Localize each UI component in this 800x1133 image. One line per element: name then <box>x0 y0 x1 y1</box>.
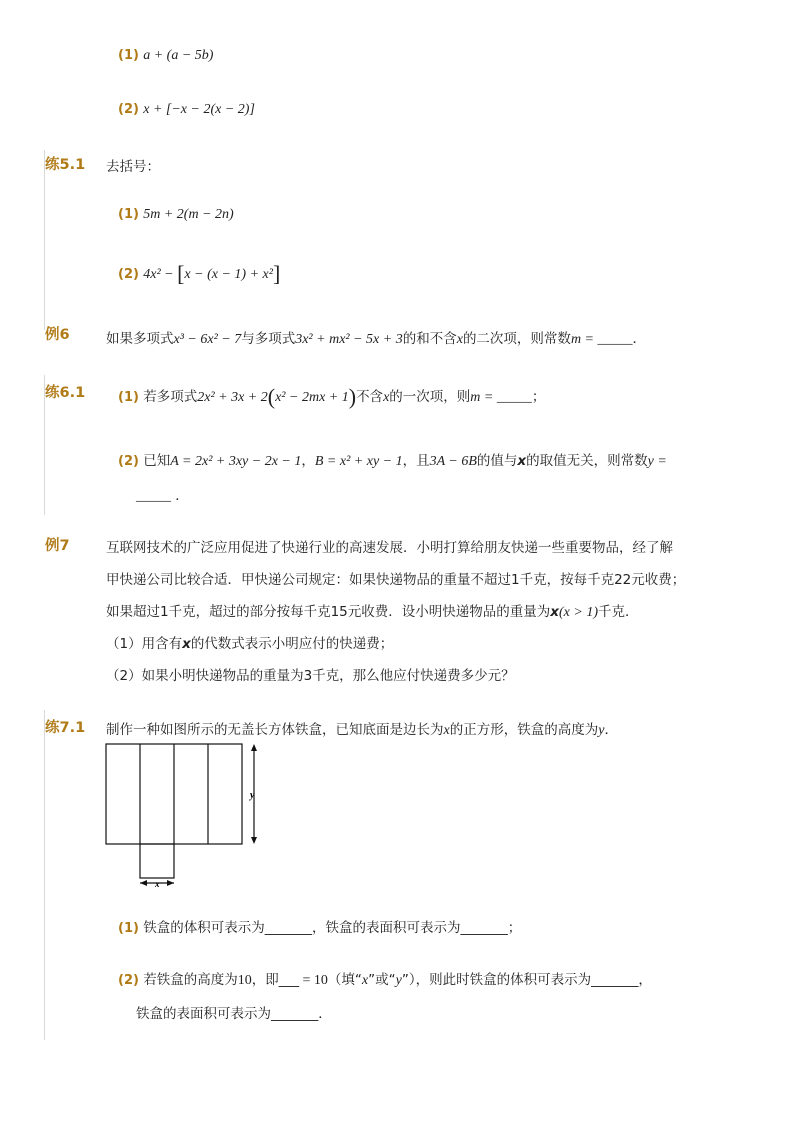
text: （填“ <box>327 972 362 988</box>
left-paren: ( <box>267 384 276 409</box>
exercise-label: 练7.1 <box>45 720 86 736</box>
answer-blank: _____ <box>136 489 171 504</box>
right-bracket: ] <box>272 261 281 286</box>
example-text <box>106 327 646 348</box>
math-expression: 2x² + 3x + 2 <box>197 390 268 405</box>
net-base-square <box>140 844 174 878</box>
text: 的值与 <box>476 453 518 469</box>
example-label: 例6 <box>45 327 70 343</box>
text: 的二次项，则常数 <box>462 331 571 347</box>
math-expression: 10 <box>237 973 252 988</box>
exercise-label: 练6.1 <box>45 385 86 401</box>
text: 制作一种如图所示的无盖长方体铁盒，已知底面是边长为 <box>106 722 444 738</box>
text: 的和不含 <box>402 331 457 347</box>
text: 的一次项，则 <box>389 389 471 405</box>
math-expression: x <box>182 636 191 652</box>
text: 已知 <box>143 453 171 469</box>
item-number: (2) <box>118 267 139 282</box>
subquestion-1 <box>118 384 545 410</box>
math-expression: B = x² + xy − 1 <box>314 454 403 469</box>
subquestion-1 <box>118 916 521 936</box>
math-expression: A = 2x² + 3xy − 2x − 1 <box>170 454 302 469</box>
math-expression: 3x² + mx² − 5x + 3 <box>295 332 403 347</box>
math-expression: x <box>550 604 559 620</box>
item-number: (2) <box>118 454 139 469</box>
text: ，即___ <box>251 972 299 988</box>
math-expression: x³ − 6x² − 7 <box>173 332 242 347</box>
item-number: (1) <box>118 921 139 936</box>
text: ； <box>531 389 546 405</box>
arrow-up-icon <box>251 744 257 751</box>
text: 的正方形，铁盒的高度为 <box>449 722 599 738</box>
dimension-y-label: y <box>250 790 255 801</box>
math-expression: (x > 1) <box>559 605 598 620</box>
text: ”），则此时铁盒的体积可表示为_______， <box>401 972 652 988</box>
math-expression: x <box>383 390 390 405</box>
right-paren: ) <box>348 384 357 409</box>
text: 铁盒的体积可表示为_______，铁盒的表面积可表示为_______； <box>143 920 522 936</box>
paragraph-line: （2）如果小明快递物品的重量为3千克，那么他应付快递费多少元？ <box>106 668 515 684</box>
item-number: (1) <box>118 207 139 222</box>
math-expression: x <box>517 453 527 469</box>
math-expression: y <box>598 723 605 738</box>
exercise-text: 去括号： <box>106 159 160 175</box>
text: ． <box>175 488 189 504</box>
math-expression: x² − 2mx + 1 <box>275 390 349 405</box>
margin-rule <box>44 150 45 330</box>
text: 如果多项式 <box>106 331 174 347</box>
math-expression: 3A − 6B <box>429 454 477 469</box>
item-number: (1) <box>118 48 139 63</box>
text: 与多项式 <box>241 331 296 347</box>
paragraph-line: 甲快递公司比较合适．甲快递公司规定：如果快递物品的重量不超过1千克，按每千克22元收费； <box>106 572 686 588</box>
paragraph-line: 铁盒的表面积可表示为_______． <box>136 1006 332 1022</box>
answer-blank: m = _____ <box>570 332 633 347</box>
text: 的代数式表示小明应付的快递费； <box>190 636 394 652</box>
margin-rule <box>44 710 45 1040</box>
text: ，且 <box>402 453 430 469</box>
math-expression: x <box>361 973 369 988</box>
math-expression: = 10 <box>298 973 328 988</box>
text: 不含 <box>356 389 384 405</box>
answer-blank: m = _____ <box>470 390 532 405</box>
arrow-down-icon <box>251 837 257 844</box>
paragraph-line <box>106 600 639 621</box>
text: ． <box>632 331 646 347</box>
math-expression: y = <box>647 454 667 469</box>
exercise-text <box>106 718 618 739</box>
arrow-right-icon <box>167 880 174 886</box>
text: ， <box>301 453 315 469</box>
subquestion-2 <box>118 968 652 989</box>
example-label: 例7 <box>45 538 70 554</box>
paragraph-line: 互联网技术的广泛应用促进了快递行业的高速发展．小明打算给朋友快递一些重要物品，经了解 <box>106 540 673 556</box>
text: ”或“ <box>368 972 396 988</box>
math-expression: 5m + 2(m − 2n) <box>143 207 234 222</box>
text: 千克． <box>598 604 639 620</box>
answer-line <box>136 484 189 505</box>
math-expression: x + [−x − 2(x − 2)] <box>143 102 255 117</box>
subquestion-2 <box>118 449 667 470</box>
question-2 <box>118 101 255 118</box>
math-expression: x − (x − 1) + x² <box>184 267 273 282</box>
math-expression: 4x² − <box>143 267 178 282</box>
item-number: (2) <box>118 102 139 117</box>
left-bracket: [ <box>177 261 185 286</box>
math-expression: y <box>395 973 402 988</box>
subquestion-2 <box>118 261 280 287</box>
text: （1）用含有 <box>106 636 183 652</box>
text: ． <box>604 722 618 738</box>
question-1 <box>118 47 213 64</box>
text: 的取值无关，则常数 <box>526 453 648 469</box>
math-expression: a + (a − 5b) <box>143 48 214 63</box>
arrow-left-icon <box>140 880 147 886</box>
math-expression: x <box>456 332 463 347</box>
dimension-x-label: x <box>155 879 160 889</box>
text: 若铁盒的高度为 <box>143 972 238 988</box>
item-number: (1) <box>118 390 139 405</box>
text: 若多项式 <box>143 389 198 405</box>
item-number: (2) <box>118 973 139 988</box>
math-expression: x <box>443 723 450 738</box>
subquestion-1 <box>118 206 234 223</box>
box-net-figure <box>100 738 270 890</box>
paragraph-line <box>106 632 393 652</box>
text: 如果超过1千克，超过的部分按每千克15元收费．设小明快递物品的重量为 <box>106 604 551 620</box>
exercise-label: 练5.1 <box>45 157 86 173</box>
